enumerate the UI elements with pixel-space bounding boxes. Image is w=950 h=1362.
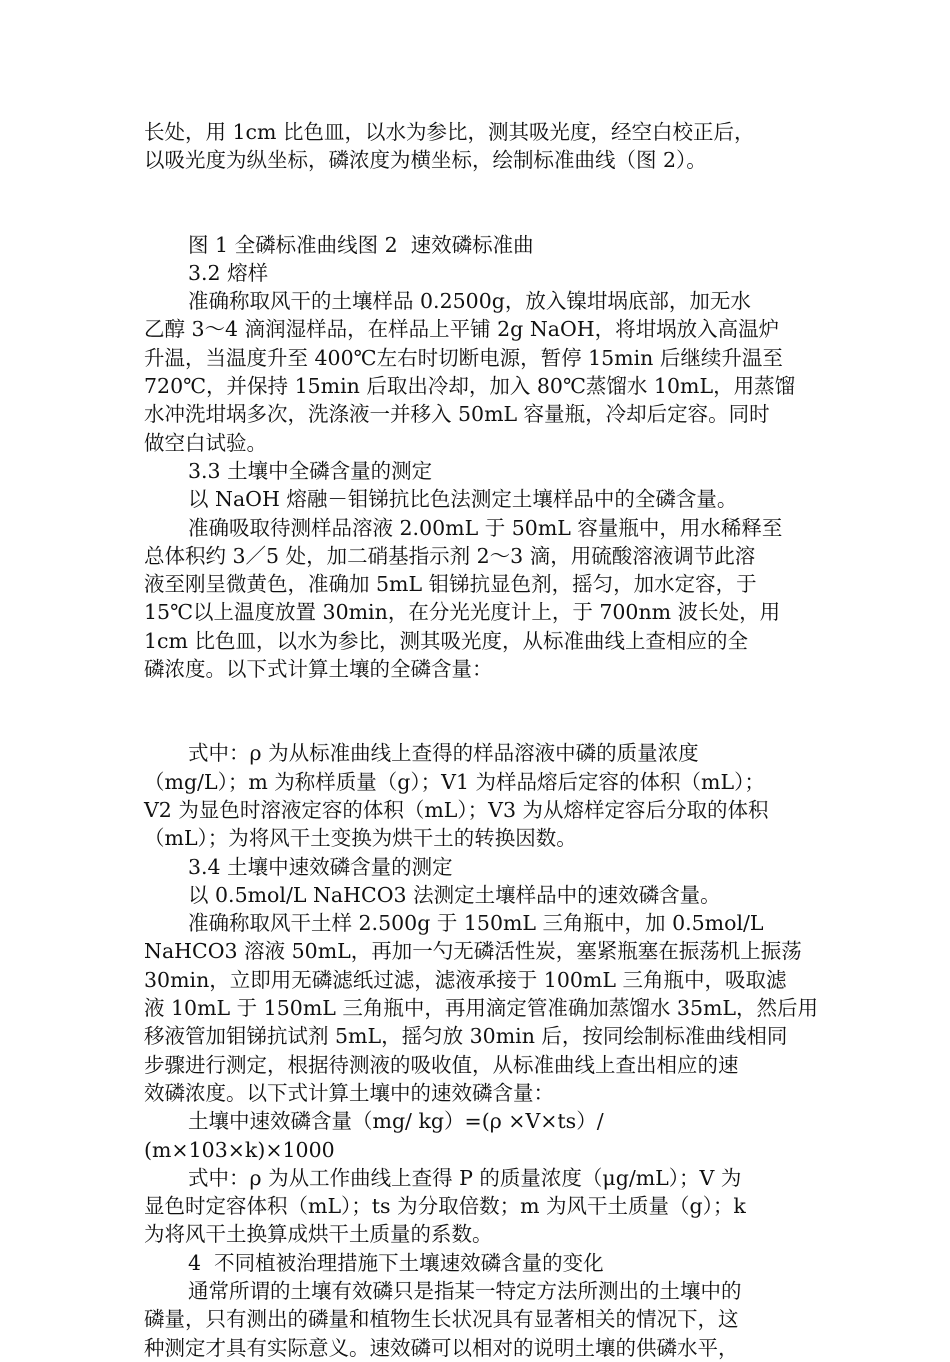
blank-space: [144, 175, 810, 231]
paragraph-line: 30min，立即用无磷滤纸过滤，滤液承接于 100mL 三角瓶中，吸取滤: [144, 967, 787, 992]
section-heading-3-3: 3.3 土壤中全磷含量的测定: [188, 458, 433, 483]
paragraph-line: NaHCO3 溶液 50mL，再加一勺无磷活性炭，塞紧瓶塞在振荡机上振荡: [144, 939, 802, 964]
section-heading-4: 4 不同植被治理措施下土壤速效磷含量的变化: [188, 1250, 604, 1275]
paragraph-line: 磷量，只有测出的磷量和植物生长状况具有显著相关的情况下，这: [144, 1307, 739, 1332]
paragraph-line: 准确吸取待测样品溶液 2.00mL 于 50mL 容量瓶中，用水稀释至: [188, 515, 783, 540]
paragraph-line: 液 10mL 于 150mL 三角瓶中，再用滴定管准确加蒸馏水 35mL，然后用: [144, 996, 819, 1021]
paragraph-line: 15℃以上温度放置 30min，在分光光度计上，于 700nm 波长处，用: [144, 600, 781, 625]
paragraph-line: 以吸光度为纵坐标，磷浓度为横坐标，绘制标准曲线（图 2）。: [144, 148, 707, 173]
paragraph-line: 720℃，并保持 15min 后取出冷却，加入 80℃蒸馏水 10mL，用蒸馏: [144, 374, 796, 399]
formula-line: 土壤中速效磷含量（mg/ kg）=(ρ ×V×ts）/: [188, 1109, 604, 1134]
paragraph-line: 1cm 比色皿，以水为参比，测其吸光度，从标准曲线上查相应的全: [144, 628, 748, 653]
paragraph-line: 升温，当温度升至 400℃左右时切断电源，暂停 15min 后继续升温至: [144, 345, 783, 370]
paragraph-line: 步骤进行测定，根据待测液的吸收值，从标准曲线上查出相应的速: [144, 1052, 739, 1077]
figure-caption: 图 1 全磷标准曲线图 2 速效磷标准曲: [188, 232, 534, 257]
paragraph-line: 显色时定容体积（mL）；ts 为分取倍数；m 为风干土质量（g）；k: [144, 1194, 746, 1219]
formula-line: (m×103×k)×1000: [144, 1137, 335, 1162]
paragraph-line: 磷浓度。以下式计算土壤的全磷含量：: [144, 657, 493, 682]
paragraph-line: 式中：ρ 为从工作曲线上查得 P 的质量浓度（μg/mL）；V 为: [188, 1165, 742, 1190]
paragraph-line: 式中：ρ 为从标准曲线上查得的样品溶液中磷的质量浓度: [188, 741, 699, 766]
paragraph-line: （mL）；为将风干土变换为烘干土的转换因数。: [144, 826, 577, 851]
section-heading-3-2: 3.2 熔样: [188, 260, 269, 285]
paragraph-line: 液至刚呈微黄色，准确加 5mL 钼锑抗显色剂，摇匀，加水定容，于: [144, 572, 757, 597]
paragraph-line: （mg/L）；m 为称样质量（g）；V1 为样品熔后定容的体积（mL）；: [144, 769, 765, 794]
paragraph-line: 准确称取风干的土壤样品 0.2500g，放入镍坩埚底部，加无水: [188, 289, 751, 314]
paragraph-line: 长处，用 1cm 比色皿，以水为参比，测其吸光度，经空白校正后，: [144, 120, 755, 144]
section-heading-3-4: 3.4 土壤中速效磷含量的测定: [188, 854, 453, 879]
document-page: [144, 118, 819, 1362]
paragraph-line: 效磷浓度。以下式计算土壤中的速效磷含量：: [144, 1080, 554, 1105]
paragraph-line: 准确称取风干土样 2.500g 于 150mL 三角瓶中，加 0.5mol/L: [188, 911, 764, 936]
paragraph-line: 种测定才具有实际意义。速效磷可以相对的说明土壤的供磷水平，: [144, 1335, 739, 1360]
paragraph-line: 以 NaOH 熔融－钼锑抗比色法测定土壤样品中的全磷含量。: [188, 487, 738, 512]
paragraph-line: 总体积约 3／5 处，加二硝基指示剂 2～3 滴，用硫酸溶液调节此溶: [144, 543, 756, 568]
paragraph-line: V2 为显色时溶液定容的体积（mL）；V3 为从熔样定容后分取的体积: [144, 797, 769, 822]
paragraph-line: 乙醇 3～4 滴润湿样品，在样品上平铺 2g NaOH，将坩埚放入高温炉: [144, 317, 780, 342]
formula-placeholder: [144, 683, 810, 739]
paragraph-line: 水冲洗坩埚多次，洗涤液一并移入 50mL 容量瓶，冷却后定容。同时: [144, 402, 770, 427]
paragraph-line: 为将风干土换算成烘干土质量的系数。: [144, 1222, 493, 1247]
paragraph-line: 以 0.5mol/L NaHCO3 法测定土壤样品中的速效磷含量。: [188, 882, 721, 907]
paragraph-line: 移液管加钼锑抗试剂 5mL，摇匀放 30min 后，按同绘制标准曲线相同: [144, 1024, 788, 1049]
paragraph-line: 通常所谓的土壤有效磷只是指某一特定方法所测出的土壤中的: [188, 1278, 742, 1303]
paragraph-line: 做空白试验。: [144, 430, 267, 455]
